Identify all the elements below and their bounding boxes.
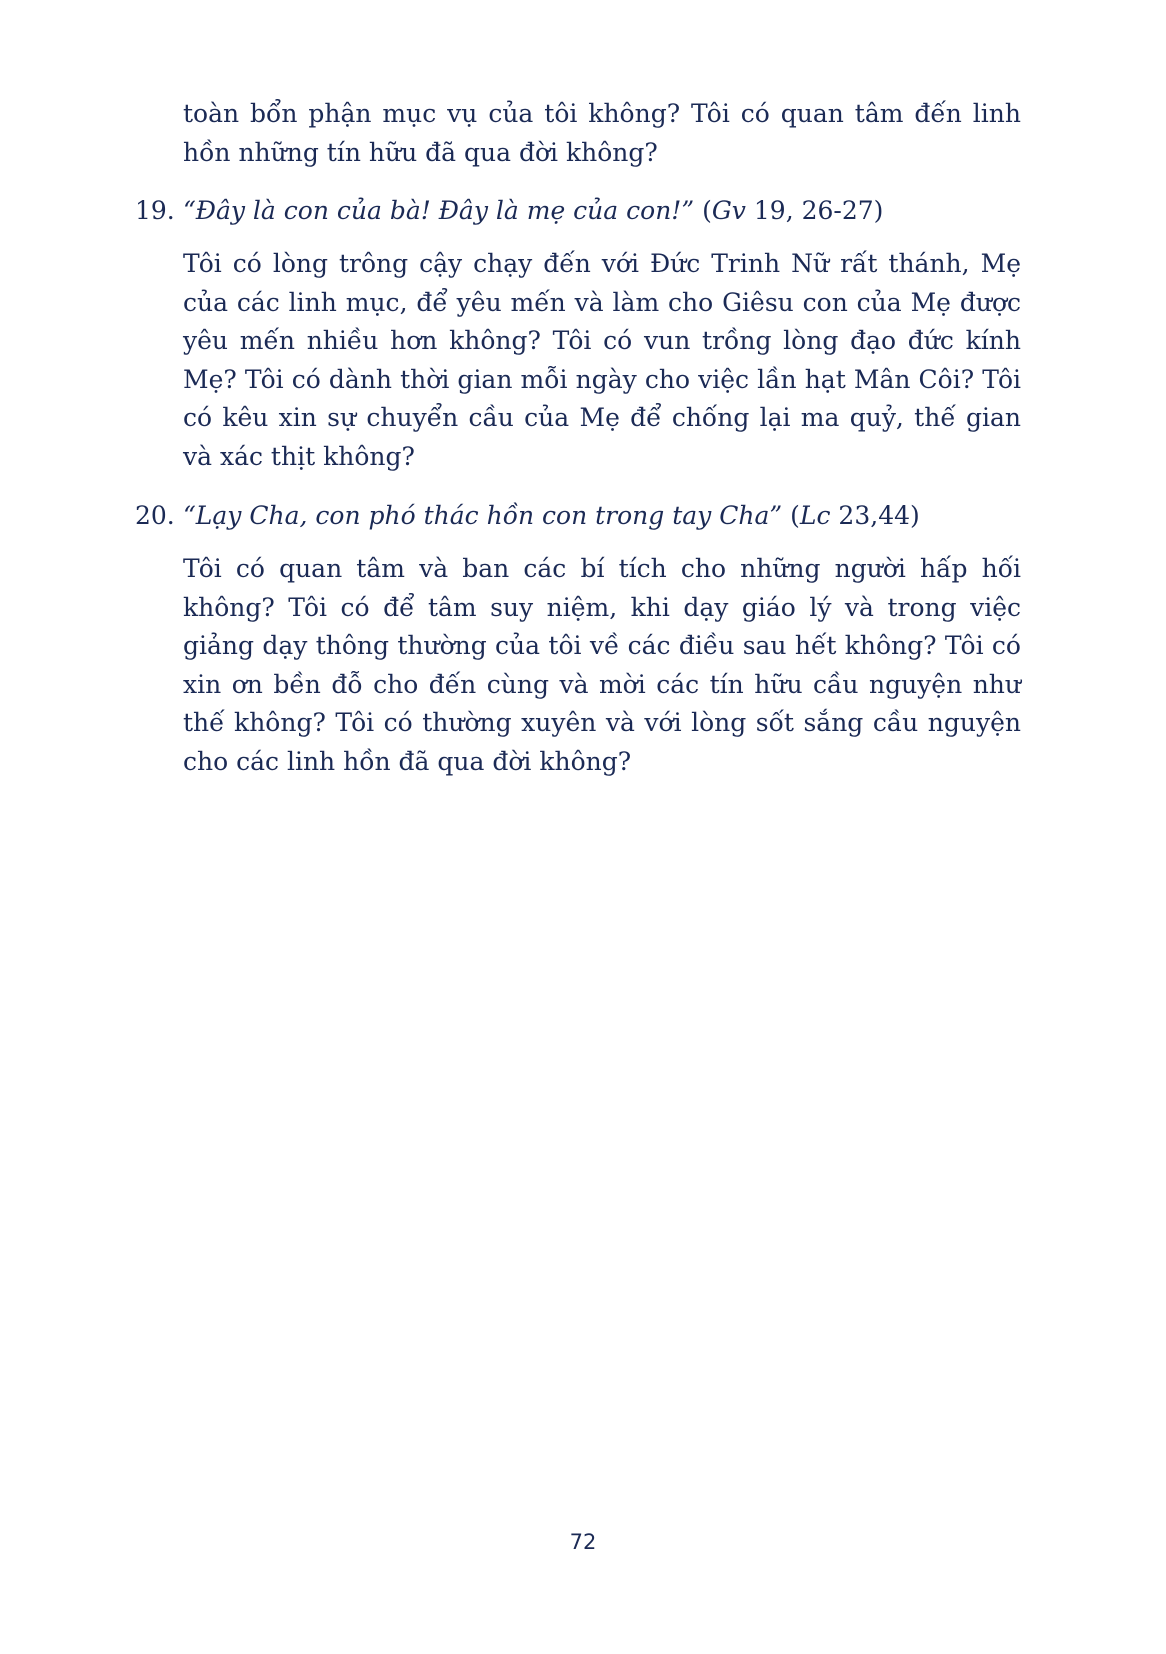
item-number: 20. [135,501,175,530]
scripture-quote: “Lạy Cha, con phó thác hồn con trong tay Cha” [183,501,783,530]
reference-verses: 19, 26-27) [745,196,884,225]
scripture-quote: “Đây là con của bà! Đây là mẹ của con!” [183,196,695,225]
item-heading-19 [135,192,1035,230]
reference-book: Lc [799,501,831,530]
reference-book: Gv [711,196,746,225]
item-body-19: Tôi có lòng trông cậy chạy đến với Đức Trinh Nữ rất thánh, Mẹ của các linh mục, để yêu mến và làm cho Giêsu con của Mẹ được yêu mến nhiều hơn không? Tôi có vun trồng lòng đạo đức kính Mẹ? Tôi có dành thời gian mỗi ngày cho việc lần hạt Mân Côi? Tôi có kêu xin sự chuyển cầu của Mẹ để chống lại ma quỷ, thế gian và xác thịt không? [183,249,1021,471]
reference-verses: 23,44) [830,501,920,530]
continuation-paragraph: toàn bổn phận mục vụ của tôi không? Tôi có quan tâm đến linh hồn những tín hữu đã qua đời không? [183,99,1021,167]
reference-open: ( [782,501,800,530]
reference-open: ( [694,196,712,225]
item-body-20: Tôi có quan tâm và ban các bí tích cho những người hấp hối không? Tôi có để tâm suy niệm, khi dạy giáo lý và trong việc giảng dạy thông thường của tôi về các điều sau hết không? Tôi có xin ơn bền đỗ cho đến cùng và mời các tín hữu cầu nguyện như thế không? Tôi có thường xuyên và với lòng sốt sắng cầu nguyện cho các linh hồn đã qua đời không? [183,554,1021,776]
item-heading-20 [135,497,1035,535]
page-number: 72 [569,1530,597,1554]
item-number: 19. [135,196,175,225]
